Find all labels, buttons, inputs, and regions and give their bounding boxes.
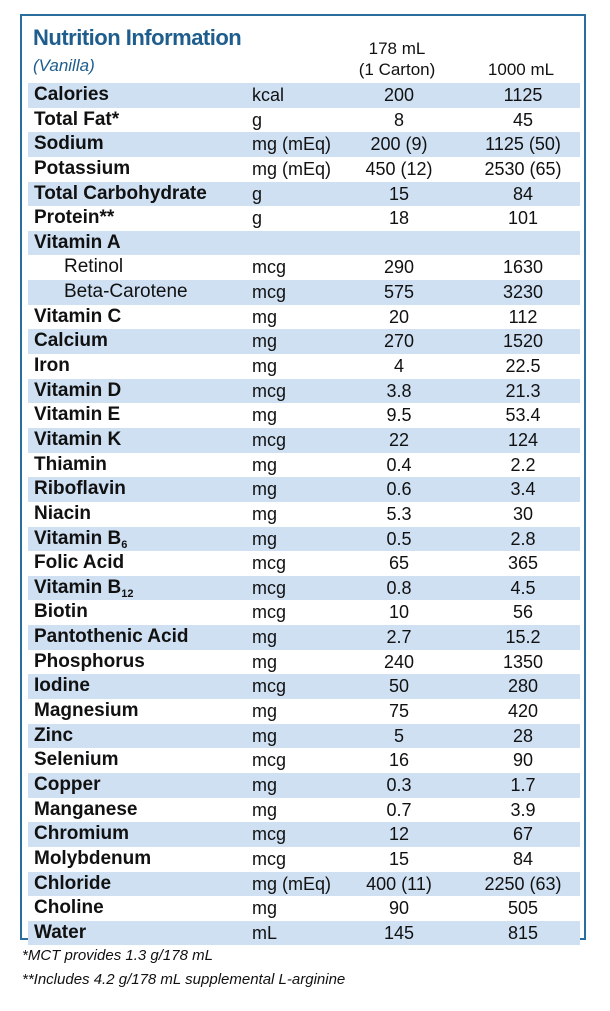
nutrient-name-text: Vitamin E <box>34 404 121 426</box>
value-per-carton: 575 <box>383 282 415 303</box>
value-per-carton: 0.4 <box>386 454 412 475</box>
table-row <box>28 428 580 453</box>
table-row <box>28 477 580 502</box>
nutrient-unit: mg <box>252 356 278 377</box>
value-per-carton: 0.8 <box>386 577 412 598</box>
nutrient-name <box>34 329 108 354</box>
table-row <box>28 305 580 330</box>
table-row <box>28 527 580 552</box>
footnote-arginine: **Includes 4.2 g/178 mL supplemental L-arginine <box>22 971 346 988</box>
value-per-liter: 30 <box>512 503 534 524</box>
table-row <box>28 896 580 921</box>
table-row <box>28 255 580 280</box>
nutrient-name-text: Magnesium <box>34 700 139 722</box>
nutrient-unit: mcg <box>252 257 287 278</box>
table-row <box>28 132 580 157</box>
nutrient-name-text: Total Fat* <box>34 108 120 130</box>
value-per-liter: 21.3 <box>505 380 541 401</box>
value-per-carton: 10 <box>388 602 410 623</box>
nutrient-unit: mg <box>252 479 278 500</box>
table-row <box>28 231 580 256</box>
value-per-carton: 75 <box>388 701 410 722</box>
nutrient-unit: mg <box>252 306 278 327</box>
value-per-liter: 90 <box>512 750 534 771</box>
nutrient-name <box>34 182 207 207</box>
nutrient-name-text: Retinol <box>64 256 124 278</box>
value-per-liter: 3.4 <box>510 479 536 500</box>
table-row <box>28 872 580 897</box>
nutrient-name-text: Iron <box>34 355 70 377</box>
table-row <box>28 699 580 724</box>
nutrient-name <box>34 625 188 650</box>
column-header-liter: 1000 mL <box>487 60 555 79</box>
table-row <box>28 773 580 798</box>
column-header-carton-count: (1 Carton) <box>358 60 436 79</box>
value-per-liter: 3.9 <box>510 799 536 820</box>
nutrient-unit: mg <box>252 725 278 746</box>
table-row <box>28 921 580 946</box>
nutrient-name <box>34 453 107 478</box>
nutrient-name <box>34 132 104 157</box>
nutrient-unit: mcg <box>252 577 287 598</box>
nutrient-name-text: Water <box>34 921 87 943</box>
nutrient-unit: mg <box>252 503 278 524</box>
nutrient-unit: mg (mEq) <box>252 873 332 894</box>
value-per-carton: 400 (11) <box>366 873 432 894</box>
value-per-liter: 84 <box>512 848 534 869</box>
nutrient-name <box>64 280 188 305</box>
nutrient-name-text: Chloride <box>34 872 112 894</box>
nutrient-name <box>34 354 70 379</box>
value-per-carton: 22 <box>388 429 410 450</box>
value-per-carton: 50 <box>388 676 410 697</box>
panel-title: Nutrition Information <box>33 25 242 50</box>
nutrient-name <box>34 748 118 773</box>
value-per-carton: 15 <box>388 848 410 869</box>
value-per-carton: 9.5 <box>386 405 412 426</box>
table-row <box>28 83 580 108</box>
table-row <box>28 551 580 576</box>
table-row <box>28 576 580 601</box>
value-per-carton: 200 (9) <box>370 134 428 155</box>
nutrient-name-text: Total Carbohydrate <box>34 182 207 204</box>
nutrient-name-text: Chromium <box>34 823 129 845</box>
value-per-carton: 20 <box>388 306 410 327</box>
nutrient-unit: mg (mEq) <box>252 158 332 179</box>
table-row <box>28 280 580 305</box>
table-row <box>28 650 580 675</box>
nutrient-unit: g <box>252 183 263 204</box>
value-per-liter: 1125 <box>503 85 543 105</box>
nutrient-unit: mL <box>252 922 278 943</box>
nutrient-name-text: Protein** <box>34 207 115 229</box>
nutrient-name-text: Phosphorus <box>34 650 145 672</box>
value-per-liter: 22.5 <box>505 356 541 377</box>
table-row <box>28 354 580 379</box>
nutrient-name <box>34 872 111 897</box>
table-row <box>28 182 580 207</box>
nutrient-name <box>34 403 120 428</box>
nutrient-name <box>34 157 130 182</box>
nutrient-unit: mg <box>252 651 278 672</box>
value-per-carton: 290 <box>383 257 415 278</box>
nutrient-name <box>34 921 86 946</box>
nutrient-unit: mcg <box>252 602 287 623</box>
value-per-carton: 65 <box>388 553 410 574</box>
nutrient-name-text: Biotin <box>34 601 88 623</box>
value-per-liter: 28 <box>512 725 534 746</box>
nutrient-name <box>34 822 129 847</box>
table-row <box>28 329 580 354</box>
nutrient-unit: mg (mEq) <box>252 134 332 155</box>
table-row <box>28 108 580 133</box>
nutrient-name <box>34 428 121 453</box>
value-per-carton: 0.3 <box>386 774 412 795</box>
nutrient-unit: mg <box>252 774 278 795</box>
nutrient-name-text: Folic Acid <box>34 552 125 574</box>
value-per-liter: 1630 <box>502 257 544 278</box>
nutrient-name-text: Selenium <box>34 749 119 771</box>
nutrient-unit: mcg <box>252 848 287 869</box>
value-per-liter: 53.4 <box>505 405 541 426</box>
nutrient-name-subscript: 12 <box>121 587 134 600</box>
value-per-carton: 3.8 <box>386 380 412 401</box>
value-per-carton: 4 <box>393 356 404 377</box>
nutrient-name <box>34 527 127 552</box>
nutrient-name-text: Calcium <box>34 330 108 352</box>
value-per-liter: 505 <box>507 898 539 919</box>
table-row <box>28 600 580 625</box>
nutrient-name <box>34 600 88 625</box>
table-row <box>28 748 580 773</box>
nutrient-unit: mcg <box>252 824 287 845</box>
value-per-liter: 2.2 <box>510 454 536 475</box>
value-per-liter: 280 <box>507 676 539 697</box>
value-per-carton: 0.5 <box>386 528 412 549</box>
nutrient-name <box>34 305 121 330</box>
nutrient-name <box>34 847 151 872</box>
nutrient-name <box>34 773 101 798</box>
value-per-carton: 2.7 <box>386 627 412 648</box>
nutrition-panel <box>20 14 586 943</box>
nutrient-name-text: Thiamin <box>34 453 107 475</box>
value-per-liter: 2.8 <box>510 528 536 549</box>
nutrient-name-text: Vitamin K <box>34 428 122 450</box>
nutrient-name-text: Vitamin A <box>34 231 121 253</box>
nutrient-name-text: Iodine <box>34 675 90 697</box>
value-per-liter: 365 <box>507 553 539 574</box>
value-per-carton: 12 <box>388 824 410 845</box>
nutrient-name <box>34 206 114 231</box>
nutrient-unit: g <box>252 208 263 229</box>
table-row <box>28 403 580 428</box>
value-per-carton: 5 <box>393 725 404 746</box>
nutrient-name-text: Molybdenum <box>34 847 152 869</box>
table-row <box>28 724 580 749</box>
value-per-carton: 16 <box>388 750 410 771</box>
nutrient-name-text: Riboflavin <box>34 478 126 500</box>
nutrient-name-text: Zinc <box>34 724 74 746</box>
value-per-carton: 18 <box>388 208 410 229</box>
nutrient-name <box>34 576 134 601</box>
value-per-carton: 15 <box>388 183 410 204</box>
column-header-carton <box>342 38 452 80</box>
value-per-liter: 815 <box>507 922 539 943</box>
value-per-liter: 84 <box>512 183 534 204</box>
nutrient-name-text: Manganese <box>34 798 138 820</box>
table-row <box>28 798 580 823</box>
nutrient-name-text: Calories <box>34 84 109 105</box>
nutrient-name <box>34 83 109 108</box>
footnote-mct: *MCT provides 1.3 g/178 mL <box>22 947 213 964</box>
value-per-liter: 2250 (63) <box>484 873 562 894</box>
nutrient-unit: mcg <box>252 553 287 574</box>
table-row <box>28 822 580 847</box>
nutrient-unit: mg <box>252 528 278 549</box>
value-per-carton: 90 <box>388 898 410 919</box>
table-row <box>28 674 580 699</box>
nutrient-unit: mg <box>252 331 278 352</box>
panel-subtitle: (Vanilla) <box>33 56 95 75</box>
value-per-carton: 8 <box>393 109 404 130</box>
nutrient-name-text: Vitamin B <box>34 527 122 549</box>
value-per-carton: 450 (12) <box>365 158 433 179</box>
nutrient-name <box>34 477 126 502</box>
value-per-liter: 420 <box>507 701 539 722</box>
value-per-carton: 5.3 <box>386 503 412 524</box>
nutrient-unit: mcg <box>252 676 287 697</box>
nutrient-name <box>34 108 119 133</box>
nutrient-name-subscript: 6 <box>121 538 128 551</box>
nutrient-table <box>28 83 580 945</box>
value-per-carton: 270 <box>383 331 415 352</box>
column-header-carton-volume: 178 mL <box>368 39 426 58</box>
value-per-liter: 56 <box>512 602 534 623</box>
table-row <box>28 847 580 872</box>
nutrient-unit: mg <box>252 454 278 475</box>
value-per-liter: 1520 <box>502 331 544 352</box>
value-per-liter: 112 <box>508 306 538 327</box>
value-per-liter: 101 <box>507 208 539 229</box>
table-row <box>28 625 580 650</box>
value-per-liter: 1350 <box>502 651 544 672</box>
value-per-liter: 1125 (50) <box>485 134 561 155</box>
nutrient-name-text: Vitamin B <box>34 576 122 598</box>
nutrient-name-text: Pantothenic Acid <box>34 626 189 648</box>
nutrient-name <box>34 379 121 404</box>
nutrient-unit: mg <box>252 405 278 426</box>
value-per-liter: 15.2 <box>505 627 541 648</box>
value-per-liter: 45 <box>512 109 534 130</box>
nutrient-unit: mcg <box>252 750 287 771</box>
table-row <box>28 206 580 231</box>
value-per-liter: 67 <box>512 824 534 845</box>
nutrient-name <box>34 674 90 699</box>
nutrient-unit: mg <box>252 701 278 722</box>
nutrient-unit: g <box>252 109 263 130</box>
value-per-liter: 4.5 <box>510 577 536 598</box>
table-row <box>28 453 580 478</box>
nutrient-unit: mg <box>252 799 278 820</box>
table-row <box>28 157 580 182</box>
nutrient-name <box>34 231 121 256</box>
nutrient-unit: mg <box>252 898 278 919</box>
nutrient-name <box>34 699 139 724</box>
nutrient-name <box>64 255 123 280</box>
nutrient-name <box>34 551 124 576</box>
value-per-liter: 124 <box>507 429 539 450</box>
value-per-carton: 0.6 <box>386 479 412 500</box>
value-per-liter: 2530 (65) <box>484 158 562 179</box>
value-per-liter: 3230 <box>502 282 544 303</box>
nutrient-name-text: Niacin <box>34 502 92 524</box>
nutrient-name <box>34 724 73 749</box>
nutrient-unit: mcg <box>252 380 287 401</box>
nutrient-unit: mcg <box>252 282 287 303</box>
nutrient-name <box>34 502 91 527</box>
value-per-carton: 145 <box>383 922 415 943</box>
nutrient-name-text: Choline <box>34 897 104 919</box>
table-row <box>28 379 580 404</box>
nutrient-name-text: Sodium <box>34 133 104 155</box>
value-per-carton: 240 <box>383 651 415 672</box>
nutrient-unit: kcal <box>252 85 285 105</box>
nutrient-name <box>34 650 145 675</box>
table-row <box>28 502 580 527</box>
nutrient-name-text: Potassium <box>34 157 131 179</box>
nutrient-name <box>34 798 137 823</box>
value-per-carton: 0.7 <box>386 799 412 820</box>
nutrient-name-text: Beta-Carotene <box>64 281 188 303</box>
value-per-liter: 1.7 <box>510 774 536 795</box>
nutrient-unit: mg <box>252 627 278 648</box>
nutrient-unit: mcg <box>252 429 287 450</box>
nutrient-name-text: Vitamin D <box>34 379 122 401</box>
nutrient-name-text: Vitamin C <box>34 305 122 327</box>
nutrient-name <box>34 896 104 921</box>
nutrient-name-text: Copper <box>34 773 101 795</box>
value-per-carton: 200 <box>383 85 415 105</box>
